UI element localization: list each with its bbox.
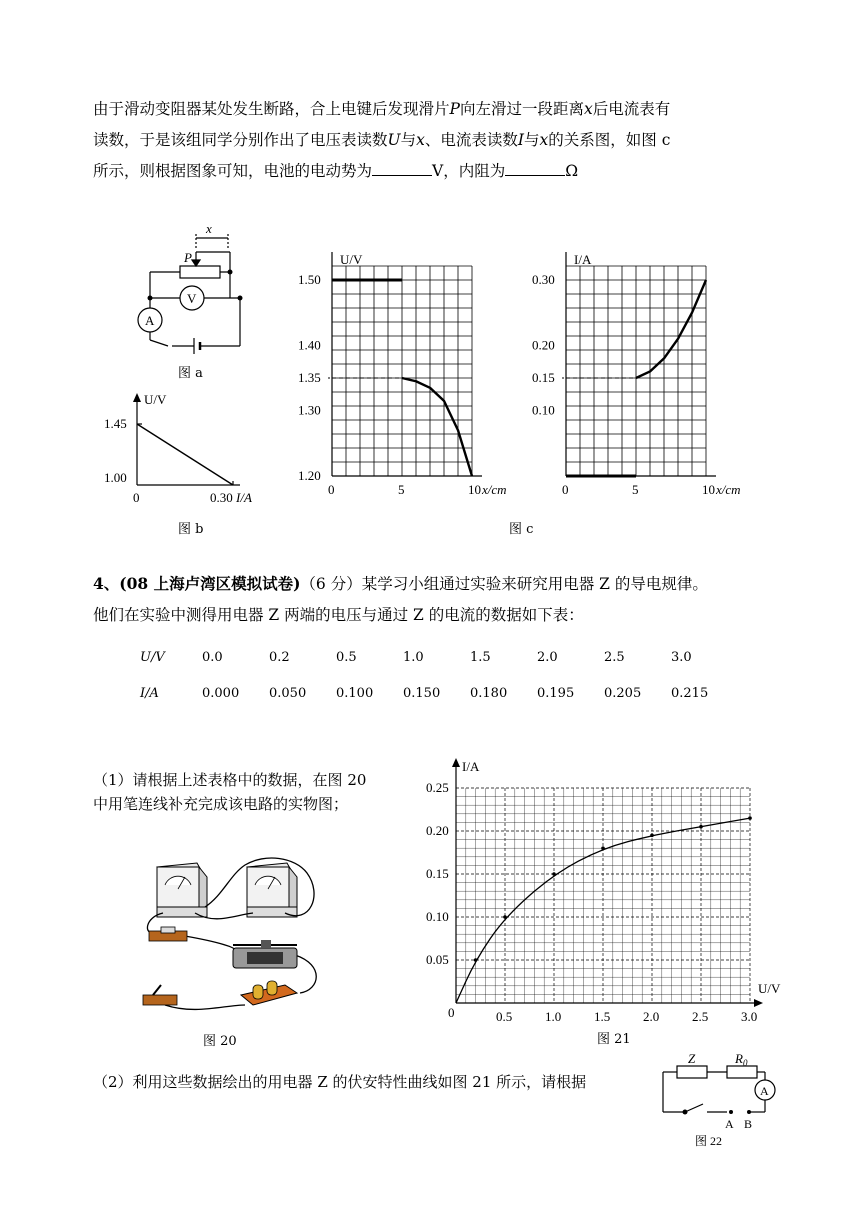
x-tick-label: 10 [702,482,715,497]
y-tick-label: 0.20 [426,823,449,838]
table-cell-u: 0.0 [202,650,223,665]
y-tick-label: 0.10 [426,909,449,924]
battery-box [241,981,297,1005]
intro-text: 的关系图，如图 c [548,131,671,149]
data-point [699,825,703,829]
fig-22-R-sub: 0 [742,1058,748,1068]
y-axis-label: I/A [574,252,592,267]
data-point [503,915,507,919]
x-tick-label: 5 [632,482,639,497]
rheostat [233,940,297,968]
voltmeter-label: V [187,291,197,306]
x-tick-label: 2.0 [643,1009,660,1024]
intro-text: 与 [524,131,540,149]
ammeter-label: A [145,313,155,328]
table-cell-u: 3.0 [671,650,692,665]
table-cell-u: 2.0 [537,650,558,665]
y-axis-label: U/V [340,252,363,267]
x-axis-label: U/V [758,981,781,996]
y-axis-label: I/A [462,759,480,774]
table-cell-i: 0.195 [537,686,575,701]
table-cell-i: 0.100 [336,686,374,701]
data-point [474,958,478,962]
fig-a-caption: 图 a [178,366,203,381]
table-i-label: I/A [140,686,159,701]
meter-2 [247,863,297,917]
y-tick-label: 1.40 [298,337,321,353]
series-line-curve [636,280,706,378]
intro-text: 所示，则根据图象可知，电池的电动势为 [93,162,373,180]
x-tick-label: 0 [562,482,569,497]
figure-a-circuit [130,220,260,360]
y-tick-label: 1.35 [298,370,321,385]
table-cell-i: 0.000 [202,686,240,701]
y-tick-label: 0.15 [532,370,555,385]
fig-22-ammeter: A [760,1084,769,1098]
meter-1 [157,863,207,917]
x-axis-label: x/cm [482,482,507,497]
y-tick-label: 1.50 [298,272,321,287]
figure-20-apparatus [135,855,335,1020]
x-tick-label: 0 [328,482,335,497]
fig-22-caption: 图 22 [695,1134,723,1148]
y-tick-label: 0.05 [426,952,449,967]
fig-22-Z: Z [688,1051,696,1066]
intro-text: 由于滑动变阻器某处发生断路，合上电键后发现滑片 [93,100,450,118]
q4-text1: （6 分）某学习小组通过实验来研究用电器 Z 的导电规律。 [300,575,708,593]
series-line-curve [402,378,472,476]
x-tick-label: 5 [398,482,405,497]
intro-text: 后电流表有 [592,100,671,118]
intro-text: 读数，于是该组同学分别作出了电压表读数 [93,131,388,149]
intro-text: V，内阻为 [432,162,506,180]
var-U: U [387,131,401,149]
fig-b-y-lo: 1.00 [104,470,127,485]
figure-b-graph [100,390,270,510]
figure-c-u-chart [290,245,520,505]
table-cell-u: 0.2 [269,650,290,665]
table-cell-i: 0.050 [269,686,307,701]
answer-blank-emf[interactable] [372,161,432,176]
table-cell-u: 1.0 [403,650,424,665]
table-cell-u: 0.5 [336,650,357,665]
fig-b-x-hi: 0.30 [210,490,233,505]
fig-b-ylabel: U/V [144,392,167,407]
table-cell-u: 2.5 [604,650,625,665]
y-tick-label: 0.10 [532,402,555,418]
data-point [748,816,752,820]
fig-b-xlabel: I/A [236,490,252,505]
question-2-text: （2）利用这些数据绘出的用电器 Z 的伏安特性曲线如图 21 所示，请根据 [93,1073,587,1091]
intro-text: 向左滑过一段距离 [459,100,584,118]
data-point [650,834,654,838]
fig-22-R [734,1051,748,1068]
y-tick-label: 1.20 [298,468,321,483]
y-tick-label: 0.15 [426,866,449,881]
figure-c-i-chart [520,245,760,505]
table-cell-u: 1.5 [470,650,491,665]
q4-title: 4、(08 上海卢湾区模拟试卷) [93,574,301,593]
x-tick-label: 0.5 [496,1009,513,1024]
fig-22-B: B [744,1117,753,1131]
fig-20-caption: 图 20 [203,1034,237,1049]
x-axis-arrow [754,999,763,1007]
q4-text2: 他们在实验中测得用电器 Z 两端的电压与通过 Z 的电流的数据如下表： [93,606,584,624]
y-tick-label: 1.30 [298,402,321,418]
fig-21-caption: 图 21 [597,1032,631,1047]
table-cell-i: 0.150 [403,686,441,701]
y-tick-label: 0.20 [532,337,555,353]
x-tick-label: 1.0 [545,1009,562,1024]
fig-22-R-main: R [735,1051,743,1066]
question-1-text: （1）请根据上述表格中的数据，在图 20 中用笔连线补充完成该电路的实物图； [93,771,367,813]
var-x: x [416,131,425,149]
intro-text: 与 [400,131,417,149]
answer-blank-resistance[interactable] [505,161,565,176]
y-axis-arrow [452,758,460,767]
table-cell-i: 0.205 [604,686,642,701]
intro-text: 、电流表读数 [424,131,518,149]
figure-22-circuit [655,1052,780,1152]
x-tick-label: 3.0 [741,1009,758,1024]
var-I: I [517,131,524,149]
table-cell-i: 0.180 [470,686,508,701]
fig-c-caption: 图 c [509,522,534,537]
table-cell-i: 0.215 [671,686,709,701]
x-tick-label: 10 [468,482,481,497]
data-table [140,650,760,700]
fig-22-A: A [725,1117,734,1131]
y-tick-label: 0.25 [426,780,449,795]
data-point [552,872,556,876]
data-point [601,846,605,850]
fig-b-y-hi: 1.45 [104,416,127,431]
fig-b-caption: 图 b [178,522,204,537]
x-tick-label: 2.5 [692,1009,709,1024]
fig-a-label-P: P [184,250,192,265]
figure-21-chart [420,755,790,1030]
var-x: x [583,100,593,118]
intro-paragraph [93,94,783,187]
x-tick-label: 1.5 [594,1009,611,1024]
fig-b-x0: 0 [133,490,140,505]
var-P: P [449,100,460,118]
origin-label: 0 [448,1005,455,1020]
table-u-label: U/V [140,650,165,665]
question-4 [93,568,793,631]
x-axis-label: x/cm [716,482,741,497]
intro-text: Ω [565,162,579,180]
y-tick-label: 0.30 [532,272,555,287]
switch [143,985,177,1005]
var-x: x [539,131,549,149]
fig-a-label-x: x [206,221,212,236]
